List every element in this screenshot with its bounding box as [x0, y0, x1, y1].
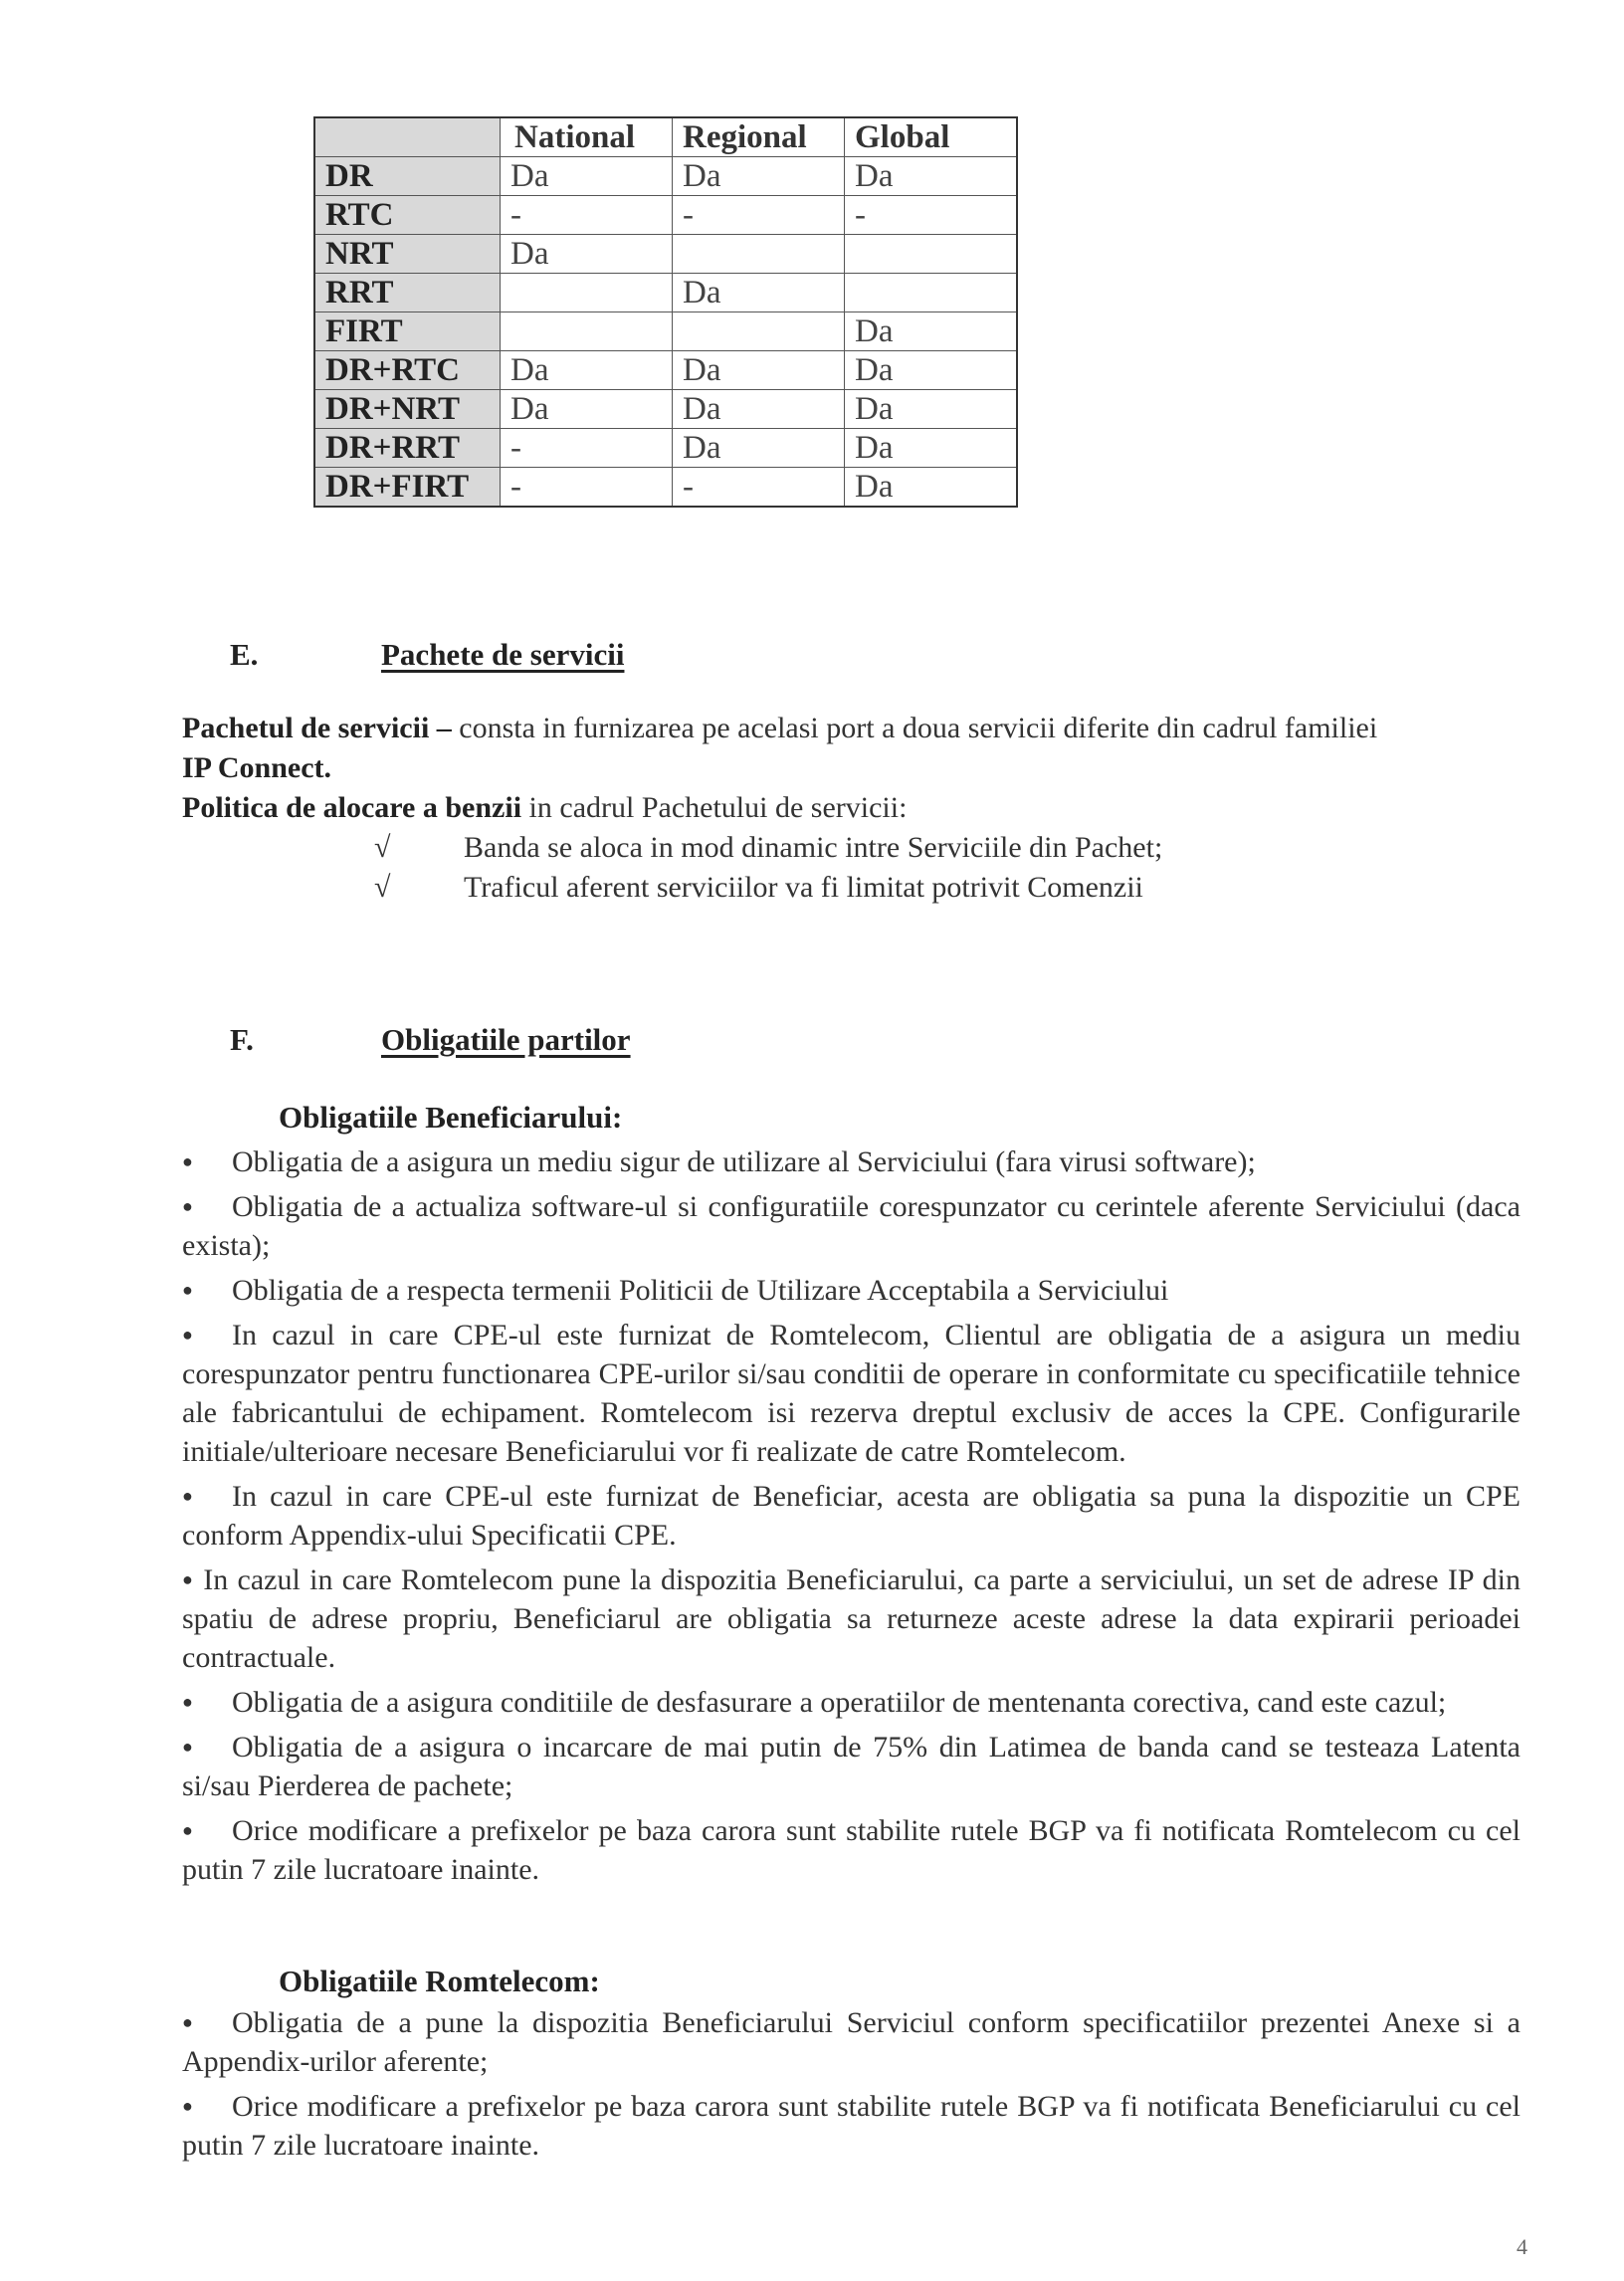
- row-label: DR+RTC: [314, 351, 501, 390]
- list-item-text: Orice modificare a prefixelor pe baza carora sunt stabilite rutele BGP va fi notificata Beneficiarului cu cel putin 7 zile lucratoare inainte.: [182, 2090, 1521, 2162]
- checkmark-icon: √: [374, 871, 391, 904]
- package-definition-text: consta in furnizarea pe acelasi port a doua servicii diferite din cadrul familiei: [451, 712, 1378, 744]
- row-label: RRT: [314, 274, 501, 312]
- table-row: [314, 468, 1017, 508]
- cell-global: [845, 235, 1018, 274]
- table-row: [314, 351, 1017, 390]
- list-item: [182, 1683, 1521, 1722]
- check-item-text: Traficul aferent serviciilor va fi limitat potrivit Comenzii: [464, 871, 1143, 904]
- cell-national: Da: [501, 390, 673, 429]
- cell-national: -: [501, 468, 673, 508]
- bullet-icon: ●: [182, 1820, 193, 1840]
- cell-regional: Da: [673, 274, 845, 312]
- package-definition-term: Pachetul de servicii –: [182, 712, 452, 744]
- cell-global: -: [845, 196, 1018, 235]
- romtelecom-obligations-list: [182, 2003, 1521, 2171]
- cell-regional: -: [673, 468, 845, 508]
- cell-global: Da: [845, 429, 1018, 468]
- checkmark-icon: √: [374, 831, 391, 864]
- bullet-icon: ●: [182, 1486, 193, 1506]
- bullet-icon: ●: [182, 2096, 193, 2116]
- list-item-text: In cazul in care CPE-ul este furnizat de Beneficiar, acesta are obligatia sa puna la dispozitie un CPE conform Appendix-ului Specificatii CPE.: [182, 1480, 1521, 1552]
- section-f-title: Obligatiile partilor: [381, 1022, 631, 1057]
- list-item: [182, 2003, 1521, 2081]
- package-definition: [182, 709, 1521, 828]
- list-item-text: Orice modificare a prefixelor pe baza carora sunt stabilite rutele BGP va fi notificata Romtelecom cu cel putin 7 zile lucratoare inainte.: [182, 1814, 1521, 1886]
- check-item: [0, 828, 1624, 868]
- table-header-regional: Regional: [673, 117, 845, 157]
- list-item-text: Obligatia de a pune la dispozitia Beneficiarului Serviciul conform specificatiilor prezentei Anexe si a Appendix-urilor aferente;: [182, 2006, 1521, 2078]
- table-row: [314, 429, 1017, 468]
- cell-national: Da: [501, 235, 673, 274]
- row-label: FIRT: [314, 312, 501, 351]
- section-e-title: Pachete de servicii: [381, 637, 625, 672]
- cell-regional: -: [673, 196, 845, 235]
- list-item-text: Obligatia de a respecta termenii Politicii de Utilizare Acceptabila a Serviciului: [232, 1274, 1169, 1307]
- cell-national: [501, 274, 673, 312]
- cell-regional: [673, 235, 845, 274]
- row-label: DR+NRT: [314, 390, 501, 429]
- check-item: [0, 868, 1624, 908]
- bullet-icon: ●: [182, 1325, 193, 1345]
- list-item: [182, 1271, 1521, 1310]
- list-item: [182, 1477, 1521, 1555]
- list-item: [182, 1560, 1521, 1677]
- bullet-icon: ●: [182, 1196, 193, 1216]
- list-item: [182, 1142, 1521, 1181]
- list-item: [182, 1316, 1521, 1471]
- list-item: [182, 2087, 1521, 2165]
- row-label: DR+FIRT: [314, 468, 501, 508]
- cell-regional: [673, 312, 845, 351]
- cell-global: Da: [845, 351, 1018, 390]
- list-item-text: In cazul in care Romtelecom pune la dispozitia Beneficiarului, ca parte a serviciului, un set de adrese IP din spatiu de adrese propriu, Beneficiarul are obligatia sa returneze aceste adrese la data expirarii perioadei contractuale.: [182, 1563, 1521, 1674]
- row-label: RTC: [314, 196, 501, 235]
- bandwidth-policy-text: in cadrul Pachetului de servicii:: [521, 791, 908, 824]
- beneficiary-obligations-list: [182, 1142, 1521, 1895]
- cell-global: Da: [845, 312, 1018, 351]
- cell-national: Da: [501, 157, 673, 196]
- romtelecom-obligations-heading: Obligatiile Romtelecom:: [279, 1964, 600, 1998]
- table-header-empty: [314, 117, 501, 157]
- page-number: 4: [1517, 2234, 1527, 2259]
- list-item: [182, 1811, 1521, 1889]
- list-item: [182, 1187, 1521, 1265]
- bandwidth-policy-term: Politica de alocare a benzii: [182, 791, 522, 824]
- bullet-icon: ●: [182, 1569, 193, 1589]
- table-header-row: [314, 117, 1017, 157]
- table-header-global: Global: [845, 117, 1018, 157]
- beneficiary-obligations-heading: Obligatiile Beneficiarului:: [279, 1100, 623, 1135]
- table-row: [314, 157, 1017, 196]
- bullet-icon: ●: [182, 1692, 193, 1712]
- cell-national: [501, 312, 673, 351]
- cell-global: [845, 274, 1018, 312]
- list-item-text: Obligatia de a asigura o incarcare de mai putin de 75% din Latimea de banda cand se testeaza Latenta si/sau Pierderea de pachete;: [182, 1731, 1521, 1802]
- table-header-national: National: [501, 117, 673, 157]
- list-item-text: Obligatia de a asigura conditiile de desfasurare a operatiilor de mentenanta corectiva, cand este cazul;: [232, 1686, 1447, 1719]
- section-f-letter: F.: [230, 1022, 254, 1057]
- cell-global: Da: [845, 390, 1018, 429]
- section-e-letter: E.: [230, 637, 259, 672]
- bullet-icon: ●: [182, 1280, 193, 1300]
- list-item-text: Obligatia de a actualiza software-ul si configuratiile corespunzator cu cerintele aferente Serviciului (daca exista);: [182, 1190, 1521, 1262]
- cell-regional: Da: [673, 390, 845, 429]
- bullet-icon: ●: [182, 1737, 193, 1757]
- list-item-text: Obligatia de a asigura un mediu sigur de utilizare al Serviciului (fara virusi software);: [232, 1145, 1256, 1178]
- check-item-text: Banda se aloca in mod dinamic intre Serviciile din Pachet;: [464, 831, 1163, 864]
- cell-global: Da: [845, 468, 1018, 508]
- cell-regional: Da: [673, 351, 845, 390]
- service-availability-table: [313, 116, 1018, 508]
- list-item-text: In cazul in care CPE-ul este furnizat de Romtelecom, Clientul are obligatia de a asigura un mediu corespunzator pentru functionarea CPE-urilor si/sau conditii de operare in conformitate cu specificatiile tehnice ale fabricantului de echipament. Romtelecom isi rezerva dreptul exclusiv de acces la CPE. Configurarile initiale/ulterioare necesare Beneficiarului vor fi realizate de catre Romtelecom.: [182, 1319, 1521, 1468]
- table-row: [314, 390, 1017, 429]
- row-label: NRT: [314, 235, 501, 274]
- row-label: DR+RRT: [314, 429, 501, 468]
- table-row: [314, 274, 1017, 312]
- table-row: [314, 235, 1017, 274]
- cell-global: Da: [845, 157, 1018, 196]
- cell-regional: Da: [673, 157, 845, 196]
- bullet-icon: ●: [182, 1151, 193, 1171]
- cell-national: -: [501, 196, 673, 235]
- cell-national: -: [501, 429, 673, 468]
- table-row: [314, 312, 1017, 351]
- cell-national: Da: [501, 351, 673, 390]
- cell-regional: Da: [673, 429, 845, 468]
- table-row: [314, 196, 1017, 235]
- list-item: [182, 1728, 1521, 1805]
- package-definition-term-2: IP Connect.: [182, 751, 331, 784]
- row-label: DR: [314, 157, 501, 196]
- bullet-icon: ●: [182, 2012, 193, 2032]
